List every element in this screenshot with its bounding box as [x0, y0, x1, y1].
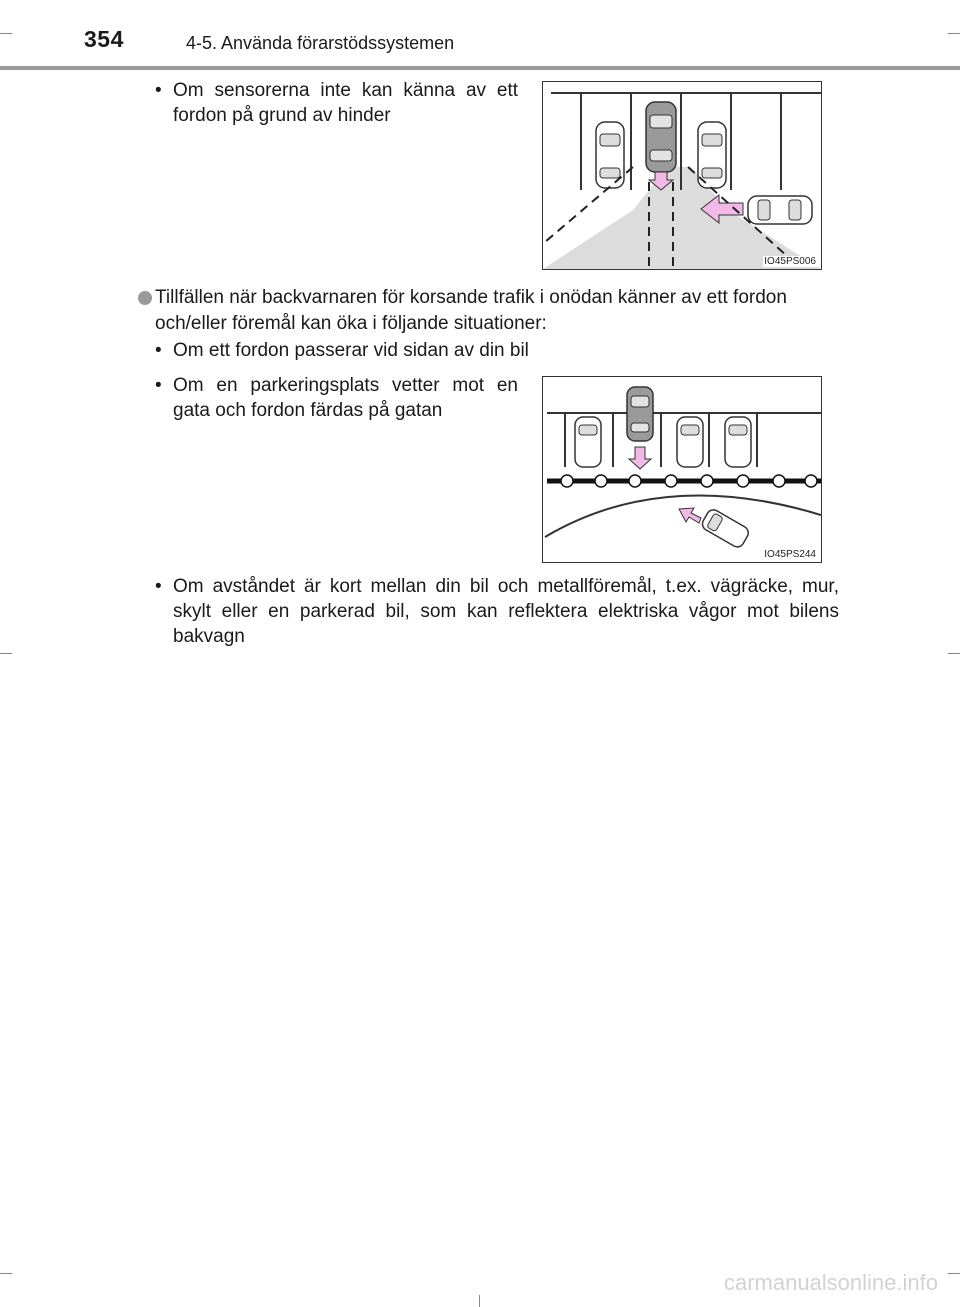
- parked-car-icon: [677, 417, 703, 467]
- header-rule: [0, 66, 960, 70]
- bullet-metal: [155, 574, 839, 649]
- crop-mark: [948, 653, 960, 654]
- figure-code: IO45PS006: [764, 256, 816, 267]
- approaching-car-icon: [748, 196, 812, 224]
- crop-mark: [479, 1295, 480, 1307]
- crop-mark: [0, 653, 12, 654]
- bullet-text: Om sensorerna inte kan känna av ett fordon på grund av hinder: [173, 80, 518, 126]
- figure-street-parking: [542, 376, 822, 563]
- parking-illustration-1: [543, 82, 821, 269]
- bullet-text: Om avståndet är kort mellan din bil och metallföremål, t.ex. vägräcke, mur, skylt eller en parkerad bil, som kan reflektera elektriska vågor mot bilens bakvagn: [173, 576, 839, 647]
- bullet-text: Om en parkeringsplats vetter mot en gata och fordon färdas på gatan: [173, 375, 518, 421]
- bullet-symbol: •: [155, 80, 162, 101]
- arrow-down-icon: [629, 447, 651, 469]
- crop-mark: [948, 33, 960, 34]
- bullet-symbol: •: [155, 576, 162, 597]
- main-point: [138, 285, 850, 337]
- section-title: 4-5. Använda förarstödssystemen: [186, 33, 455, 53]
- bullet-dot-icon: [138, 291, 152, 305]
- crop-mark: [0, 1273, 12, 1274]
- bullet-obstacle: [155, 78, 518, 128]
- parked-car-icon: [575, 417, 601, 467]
- own-car-icon: [627, 387, 653, 441]
- approaching-car-icon: [700, 507, 751, 549]
- arrow-upleft-icon: [679, 508, 701, 523]
- parking-illustration-2: [543, 377, 821, 562]
- crop-mark: [0, 33, 12, 34]
- main-point-text: Tillfällen när backvarnaren för korsande trafik i onödan känner av ett fordon och/eller föremål kan öka i följande situationer:: [155, 287, 787, 334]
- parked-car-icon: [725, 417, 751, 467]
- parked-car-icon: [698, 122, 726, 188]
- figure-code: IO45PS244: [764, 549, 816, 560]
- bullet-street: [155, 373, 518, 423]
- bullet-passing: [155, 338, 815, 363]
- bullet-text: Om ett fordon passerar vid sidan av din bil: [173, 340, 529, 361]
- bullet-symbol: •: [155, 375, 162, 396]
- bullet-symbol: •: [155, 340, 162, 361]
- crop-mark: [948, 1273, 960, 1274]
- own-car-icon: [646, 102, 676, 172]
- footer-watermark: carmanualsonline.info: [723, 1270, 938, 1295]
- page-number: 354: [84, 26, 124, 52]
- figure-obstacle-parking: [542, 81, 822, 270]
